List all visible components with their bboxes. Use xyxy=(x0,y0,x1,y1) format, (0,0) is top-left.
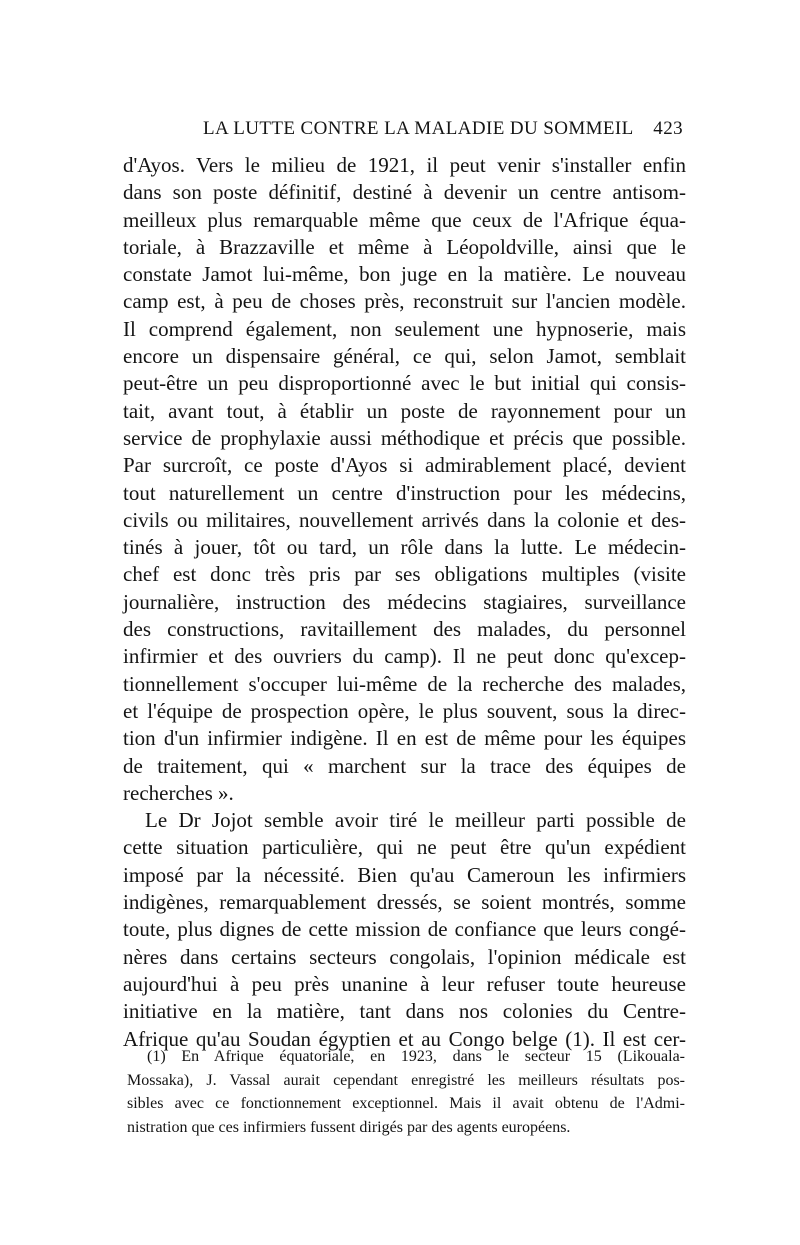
text-line: initiative en la matière, tant dans nos colonies du Centre- xyxy=(123,999,686,1024)
text-line: nères dans certains secteurs congolais, l'opinion médicale est xyxy=(123,944,686,969)
text-line: journalière, instruction des médecins stagiaires, surveillance xyxy=(123,589,686,614)
text-line: imposé par la nécessité. Bien qu'au Cameroun les infirmiers xyxy=(123,862,686,887)
text-line: civils ou militaires, nouvellement arrivés dans la colonie et des- xyxy=(123,507,686,532)
footnote-line: (1) En Afrique équatoriale, en 1923, dans le secteur 15 (Likouala- xyxy=(147,1048,685,1065)
running-head xyxy=(125,118,685,148)
text-line: camp est, à peu de choses près, reconstruit sur l'ancien modèle. xyxy=(123,289,686,314)
text-line-paragraph-start: Le Dr Jojot semble avoir tiré le meilleur parti possible de xyxy=(145,808,686,833)
text-line: tait, avant tout, à établir un poste de rayonnement pour un xyxy=(123,398,686,423)
text-line: indigènes, remarquablement dressés, se soient montrés, somme xyxy=(123,890,686,915)
text-line: dans son poste définitif, destiné à devenir un centre antisom- xyxy=(123,180,686,205)
text-line: encore un dispensaire général, ce qui, selon Jamot, semblait xyxy=(123,344,686,369)
text-line: meilleux plus remarquable même que ceux de l'Afrique équa- xyxy=(123,207,686,232)
text-line: de traitement, qui « marchent sur la trace des équipes de xyxy=(123,753,686,778)
running-title: LA LUTTE CONTRE LA MALADIE DU SOMMEIL xyxy=(203,118,634,139)
text-line: Par surcroît, ce poste d'Ayos si admirablement placé, devient xyxy=(123,453,686,478)
text-line: cette situation particulière, qui ne peut être qu'un expédient xyxy=(123,835,686,860)
text-line: tout naturellement un centre d'instruction pour les médecins, xyxy=(123,480,686,505)
text-line: service de prophylaxie aussi méthodique et précis que possible. xyxy=(123,425,686,450)
text-line: toute, plus dignes de cette mission de confiance que leurs congé- xyxy=(123,917,686,942)
text-line: tionnellement s'occuper lui-même de la recherche des malades, xyxy=(123,671,686,696)
text-line: Il comprend également, non seulement une hypnoserie, mais xyxy=(123,316,686,341)
footnote-line: sibles avec ce fonctionnement exceptionnel. Mais il avait obtenu de l'Admi- xyxy=(127,1095,685,1112)
text-line: peut-être un peu disproportionné avec le but initial qui consis- xyxy=(123,371,686,396)
footnote-line: nistration que ces infirmiers fussent dirigés par des agents européens. xyxy=(127,1118,571,1136)
text-line: Afrique qu'au Soudan égyptien et au Congo belge (1). Il est cer- xyxy=(123,1026,686,1051)
text-line: aujourd'hui à peu près unanine à leur refuser toute heureuse xyxy=(123,971,686,996)
text-line: et l'équipe de prospection opère, le plus souvent, sous la direc- xyxy=(123,698,686,723)
text-line: des constructions, ravitaillement des malades, du personnel xyxy=(123,617,686,642)
page-number: 423 xyxy=(653,118,683,139)
footnotes xyxy=(127,1045,685,1139)
text-line: constate Jamot lui-même, bon juge en la matière. Le nouveau xyxy=(123,262,686,287)
text-line: chef est donc très pris par ses obligations multiples (visite xyxy=(123,562,686,587)
body-text xyxy=(123,152,686,1053)
text-line: toriale, à Brazzaville et même à Léopoldville, ainsi que le xyxy=(123,234,686,259)
text-line: tion d'un infirmier indigène. Il en est de même pour les équipes xyxy=(123,726,686,751)
footnote-line: Mossaka), J. Vassal aurait cependant enregistré les meilleurs résultats pos- xyxy=(127,1071,685,1089)
text-line: infirmier et des ouvriers du camp). Il ne peut donc qu'excep- xyxy=(123,644,686,669)
text-line-paragraph-end: recherches ». xyxy=(123,780,234,805)
text-line: tinés à jouer, tôt ou tard, un rôle dans la lutte. Le médecin- xyxy=(123,535,686,560)
text-line: d'Ayos. Vers le milieu de 1921, il peut venir s'installer enfin xyxy=(123,153,686,177)
